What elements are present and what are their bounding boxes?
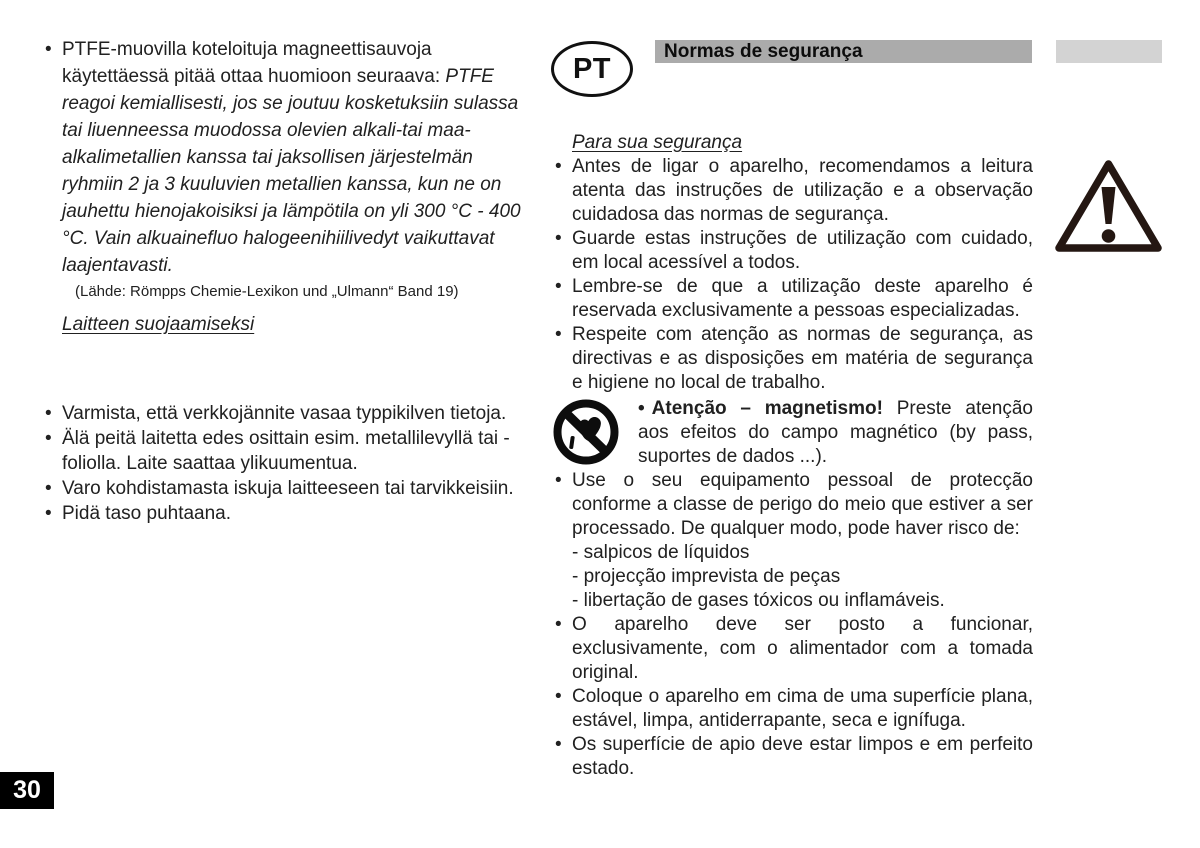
magnet-warning-rest: Preste atenção aos efeitos do campo magnético (by pass, suportes de dados ...).: [638, 398, 1033, 467]
list-item-text: Varmista, että verkkojännite vasaa typpikilven tietoja.: [62, 403, 507, 424]
list-item: [45, 501, 525, 526]
finnish-column: [45, 36, 525, 526]
bullet-marker: •: [45, 428, 52, 449]
risk-item: - libertação de gases tóxicos ou inflamáveis.: [572, 590, 945, 611]
bullet-marker: •: [555, 734, 562, 755]
safety-bullet-text: Respeite com atenção as normas de segurança, as directivas e as disposições em matéria de segurança e higiene no local de trabalho.: [572, 324, 1033, 393]
list-item: [45, 476, 525, 501]
safety-bullet: [555, 275, 1033, 323]
warning-triangle-icon: [1052, 158, 1165, 255]
bullet-marker: •: [555, 686, 562, 707]
ppe-bullet: [555, 469, 1033, 613]
safety-bullet-text: Coloque o aparelho em cima de uma superfície plana, estável, limpa, antiderrapante, seca e ignífuga.: [572, 686, 1033, 731]
list-item-text: Pidä taso puhtaana.: [62, 503, 232, 524]
safety-bullet: [555, 227, 1033, 275]
bullet-marker: •: [555, 276, 562, 297]
safety-bullet: [555, 685, 1033, 733]
magnet-warning-bold: Atenção – magnetismo!: [651, 398, 883, 419]
list-item-text: Älä peitä laitetta edes osittain esim. metallilevyllä tai -foliolla. Laite saattaa ylikuumentua.: [62, 428, 510, 474]
ppe-text: Use o seu equipamento pessoal de protecção conforme a classe de perigo do meio que estiver a ser processado. De qualquer modo, pode haver risco de:: [572, 470, 1033, 539]
page-number: [0, 772, 54, 809]
section-header-bar: [655, 40, 1032, 63]
bullet-marker: •: [555, 324, 562, 345]
bullet-marker: •: [555, 156, 562, 177]
ppe-bullet-text: [572, 469, 1033, 613]
source-note: (Lähde: Römpps Chemie-Lexikon und „Ulmann“ Band 19): [75, 283, 459, 300]
bullet-marker: •: [555, 614, 562, 635]
bullet-marker: •: [555, 470, 562, 491]
section-title: Normas de segurança: [664, 40, 863, 62]
safety-bullet-text: Os superfície de apio deve estar limpos e em perfeito estado.: [572, 734, 1033, 779]
decorative-gray-bar: [1056, 40, 1162, 63]
portuguese-subheading: Para sua segurança: [572, 132, 743, 153]
bullet-marker: •: [45, 478, 52, 499]
portuguese-column: [555, 131, 1033, 781]
safety-bullet-text: O aparelho deve ser posto a funcionar, exclusivamente, com o alimentador com a tomada original.: [572, 614, 1033, 683]
list-item-text: Varo kohdistamasta iskuja laitteeseen tai tarvikkeisiin.: [62, 478, 514, 499]
safety-bullet: [555, 323, 1033, 395]
finnish-bullet-list: [45, 401, 525, 526]
magnet-warning-row: [555, 397, 1033, 469]
bullet-marker: •: [45, 503, 52, 524]
safety-bullet-text: Lembre-se de que a utilização deste aparelho é reservada exclusivamente a pessoas especializadas.: [572, 276, 1033, 321]
ptfe-intro-italic: PTFE reagoi kemiallisesti, jos se joutuu kosketuksiin sulassa tai liuenneessa muodossa olevien alkali-tai maa-alkalimetallien kanssa tai jaksollisen järjestelmän ryhmiin 2 ja 3 kuuluvien metallien kanssa, kun ne on jauhettu hienojakoisiksi ja lämpötila on yli 300 °C - 400 °C. Vain alkuainefluo halogeenihiilivedyt vaikuttavat laajentavasti.: [62, 66, 521, 276]
safety-bullet: [555, 155, 1033, 227]
bullet-marker: •: [638, 398, 645, 419]
list-item: [45, 401, 525, 426]
ptfe-warning-text: [62, 36, 525, 279]
list-item: [45, 426, 525, 476]
pt-language-label: PT: [572, 52, 612, 85]
safety-bullet: [555, 613, 1033, 685]
page-number-label: 30: [13, 776, 41, 804]
safety-bullet-text: Antes de ligar o aparelho, recomendamos a leitura atenta das instruções de utilização e a observação cuidadosa das normas de segurança.: [572, 156, 1033, 225]
spacer: [45, 337, 525, 401]
risk-item: - salpicos de líquidos: [572, 542, 750, 563]
ptfe-warning-paragraph: [45, 36, 525, 279]
ptfe-intro-normal: PTFE-muovilla koteloituja magneettisauvoja käytettäessä pitää ottaa huomioon seuraava:: [62, 39, 446, 87]
bullet-marker: •: [45, 39, 52, 60]
safety-bullet: [555, 733, 1033, 781]
finnish-subheading: Laitteen suojaamiseksi: [62, 314, 255, 335]
bullet-marker: •: [45, 403, 52, 424]
bullet-marker: •: [555, 228, 562, 249]
risk-item: - projecção imprevista de peças: [572, 566, 841, 587]
safety-bullet-text: Guarde estas instruções de utilização com cuidado, em local acessível a todos.: [572, 228, 1033, 273]
no-magnetism-icon: [553, 399, 619, 465]
magnet-warning-text: [638, 397, 1033, 469]
pt-language-badge: [551, 41, 633, 97]
